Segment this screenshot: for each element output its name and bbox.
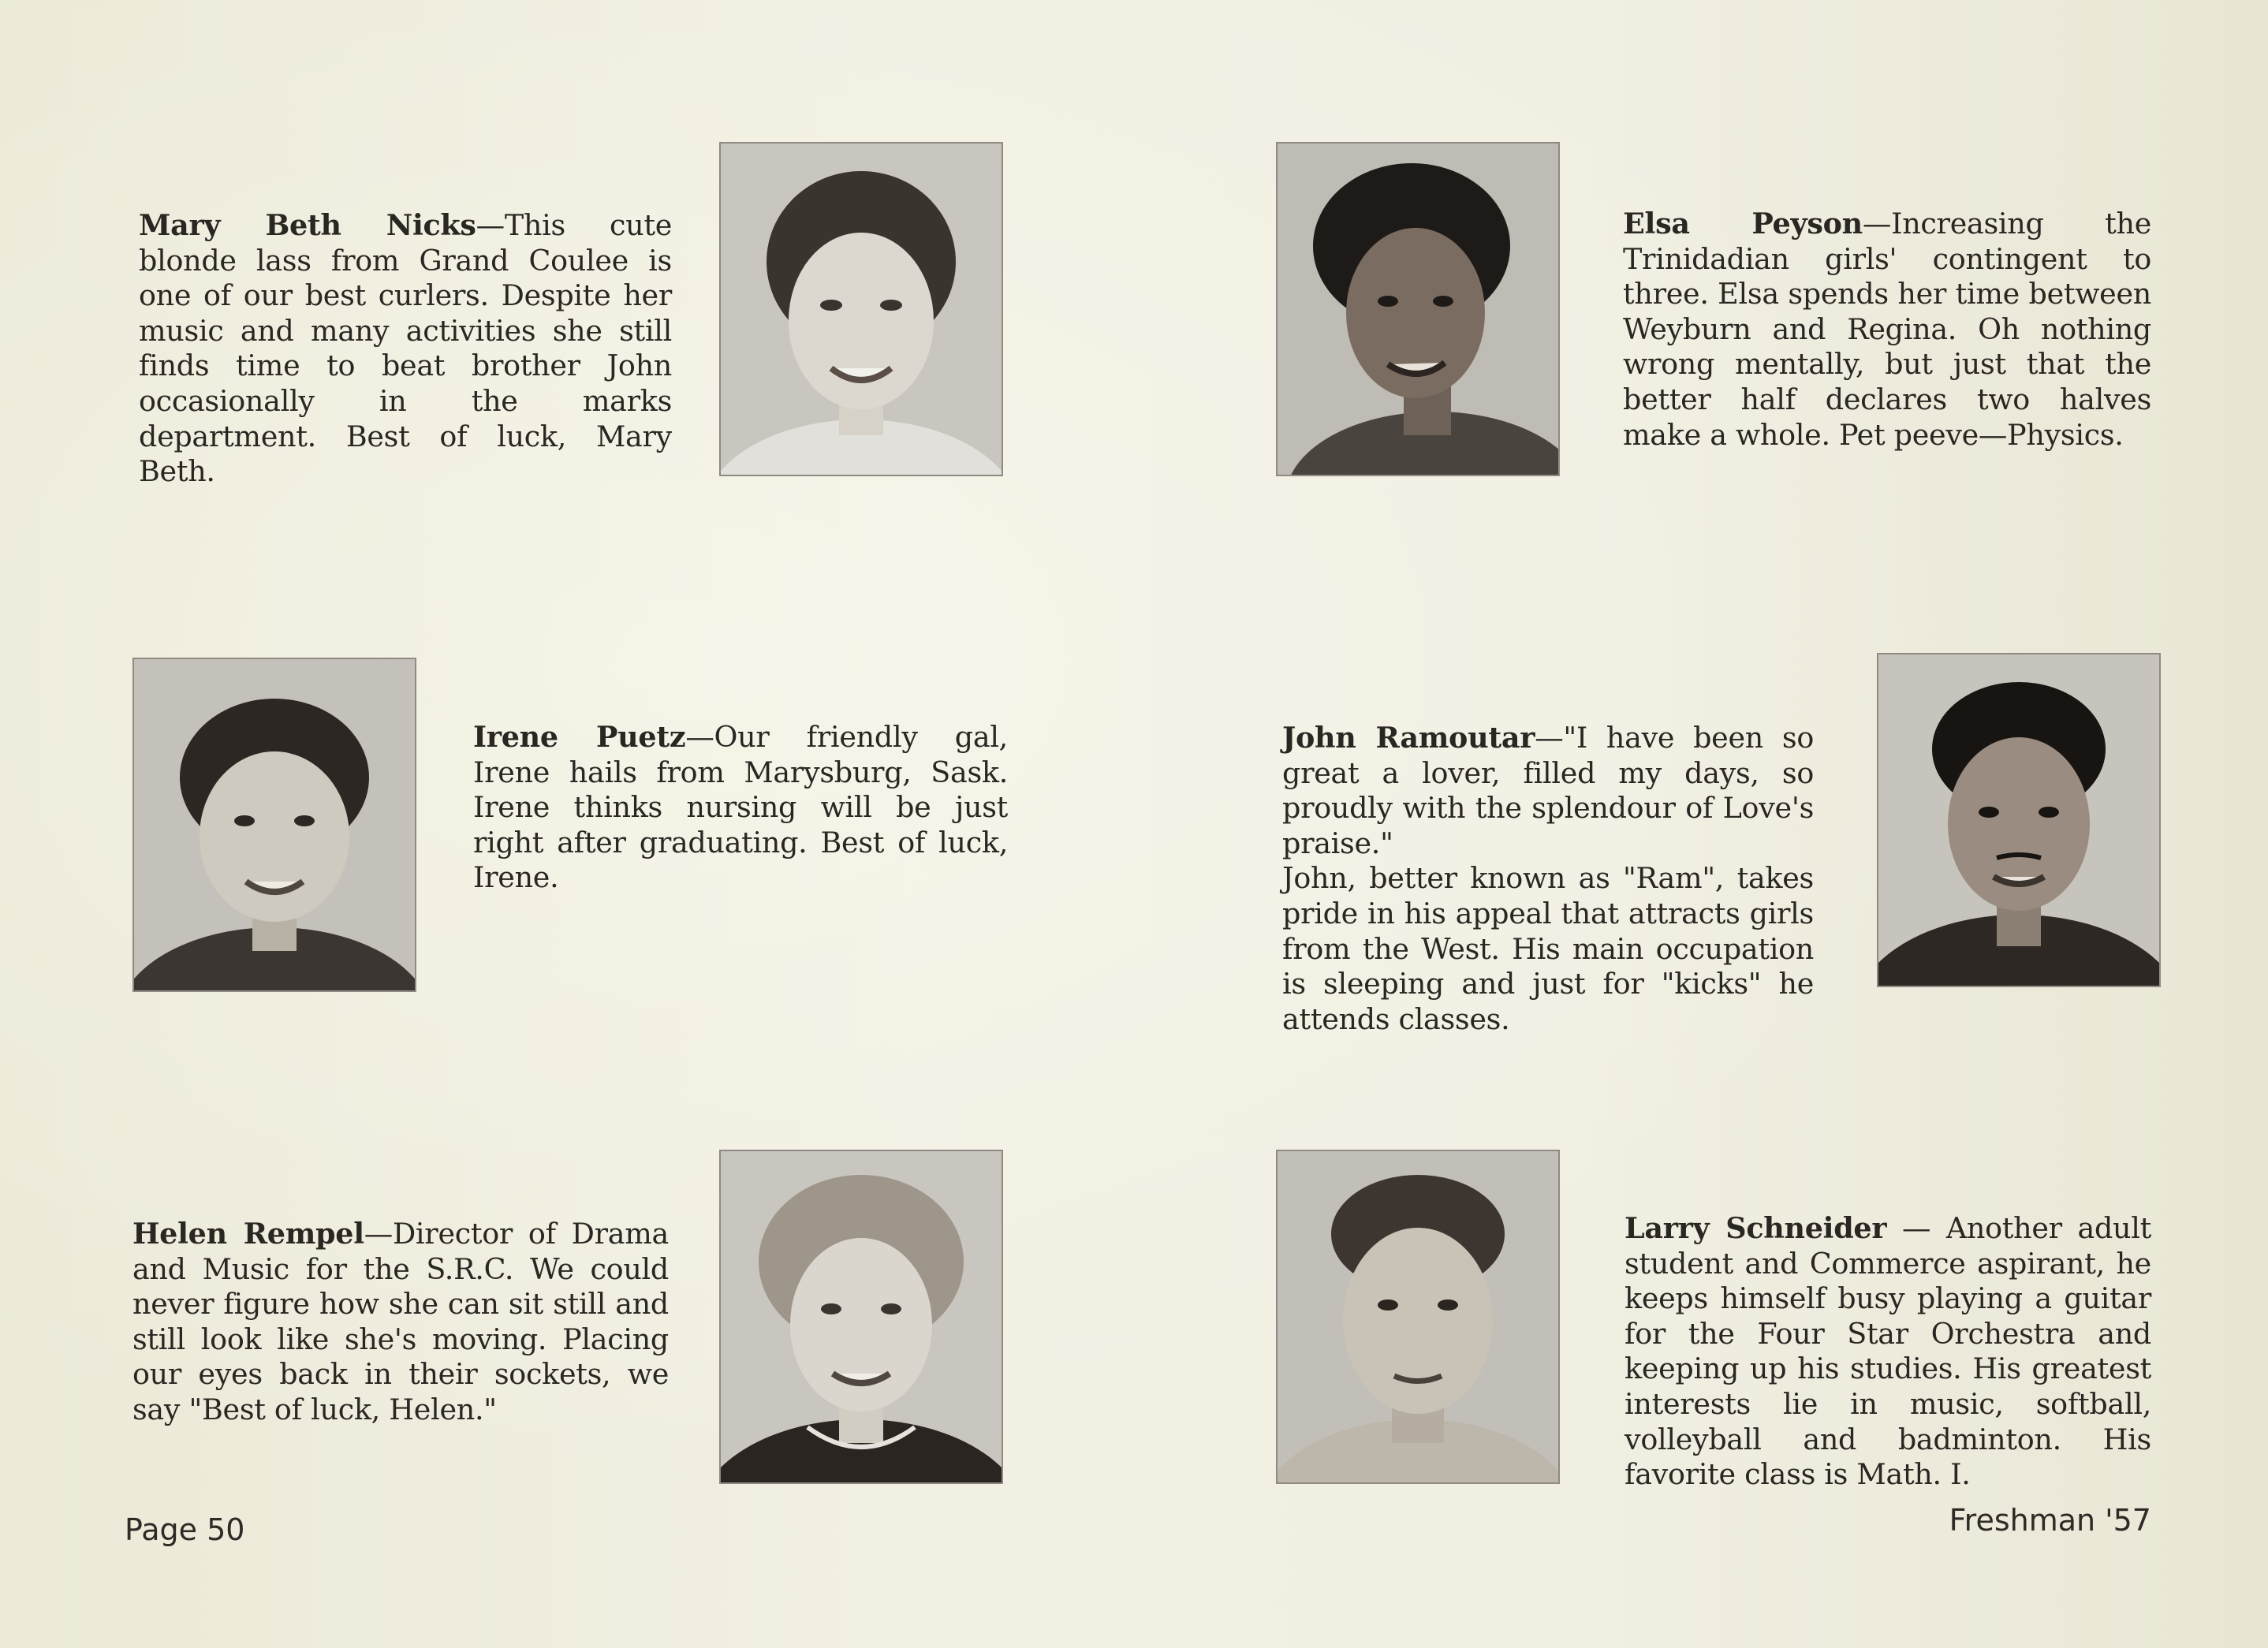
bio-name: Elsa Peyson	[1623, 207, 1863, 240]
footer-title: Freshman '57	[1949, 1503, 2151, 1538]
bio-text: — Another adult student and Commerce aspirant, he keeps himself busy playing a guitar for the Four Star Orchestra and keeping up his studies. His greatest interests lie in music, softball, volleyball and badminton. His favorite class is Math. I.	[1625, 1211, 2151, 1492]
bio-text: —"I have been so great a lover, filled my days, so proudly with the splendour of Love's praise."	[1282, 721, 1815, 860]
bio-name: John Ramoutar	[1282, 721, 1535, 755]
bio-irene-puetz	[473, 720, 1008, 896]
portrait-photo-larry-schneider	[1276, 1150, 1560, 1484]
bio-elsa-peyson	[1623, 207, 2151, 453]
bio-mary-beth-nicks	[139, 208, 672, 490]
bio-text: —Director of Drama and Music for the S.R.C. We could never figure how she can sit still and still look like she's moving. Placing our eyes back in their sockets, we say "Best of luck, Helen."	[132, 1217, 669, 1426]
bio-name: Helen Rempel	[132, 1217, 364, 1251]
portrait-photo-irene-puetz	[132, 658, 416, 992]
bio-helen-rempel	[132, 1217, 669, 1428]
bio-larry-schneider	[1625, 1211, 2151, 1493]
portrait-photo-john-ramoutar	[1877, 653, 2161, 987]
portrait-photo-helen-rempel	[719, 1150, 1003, 1484]
page-number: Page 50	[125, 1512, 245, 1547]
bio-john-ramoutar	[1282, 721, 1814, 1037]
bio-name: Mary Beth Nicks	[139, 208, 476, 242]
bio-text: —Our friendly gal, Irene hails from Marysburg, Sask. Irene thinks nursing will be just right after graduating. Best of luck, Irene.	[473, 720, 1008, 895]
bio-name: Larry Schneider	[1625, 1211, 1887, 1245]
bio-name: Irene Puetz	[473, 720, 686, 754]
portrait-photo-elsa-peyson	[1276, 142, 1560, 476]
bio-text: —This cute blonde lass from Grand Coulee is one of our best curlers. Despite her music and many activities she still finds time to beat brother John occasionally in the marks department. Best of luck, Mary Beth.	[139, 208, 672, 489]
portrait-photo-mary-beth-nicks	[719, 142, 1003, 476]
bio-text-continued: John, better known as "Ram", takes pride in his appeal that attracts girls from the West. His main occupation is sleeping and just for "kicks" he attends classes.	[1282, 861, 1814, 1036]
bio-text: —Increasing the Trinidadian girls' contingent to three. Elsa spends her time between Weyburn and Regina. Oh nothing wrong mentally, but just that the better half declares two halves make a whole. Pet peeve—Physics.	[1623, 207, 2151, 452]
